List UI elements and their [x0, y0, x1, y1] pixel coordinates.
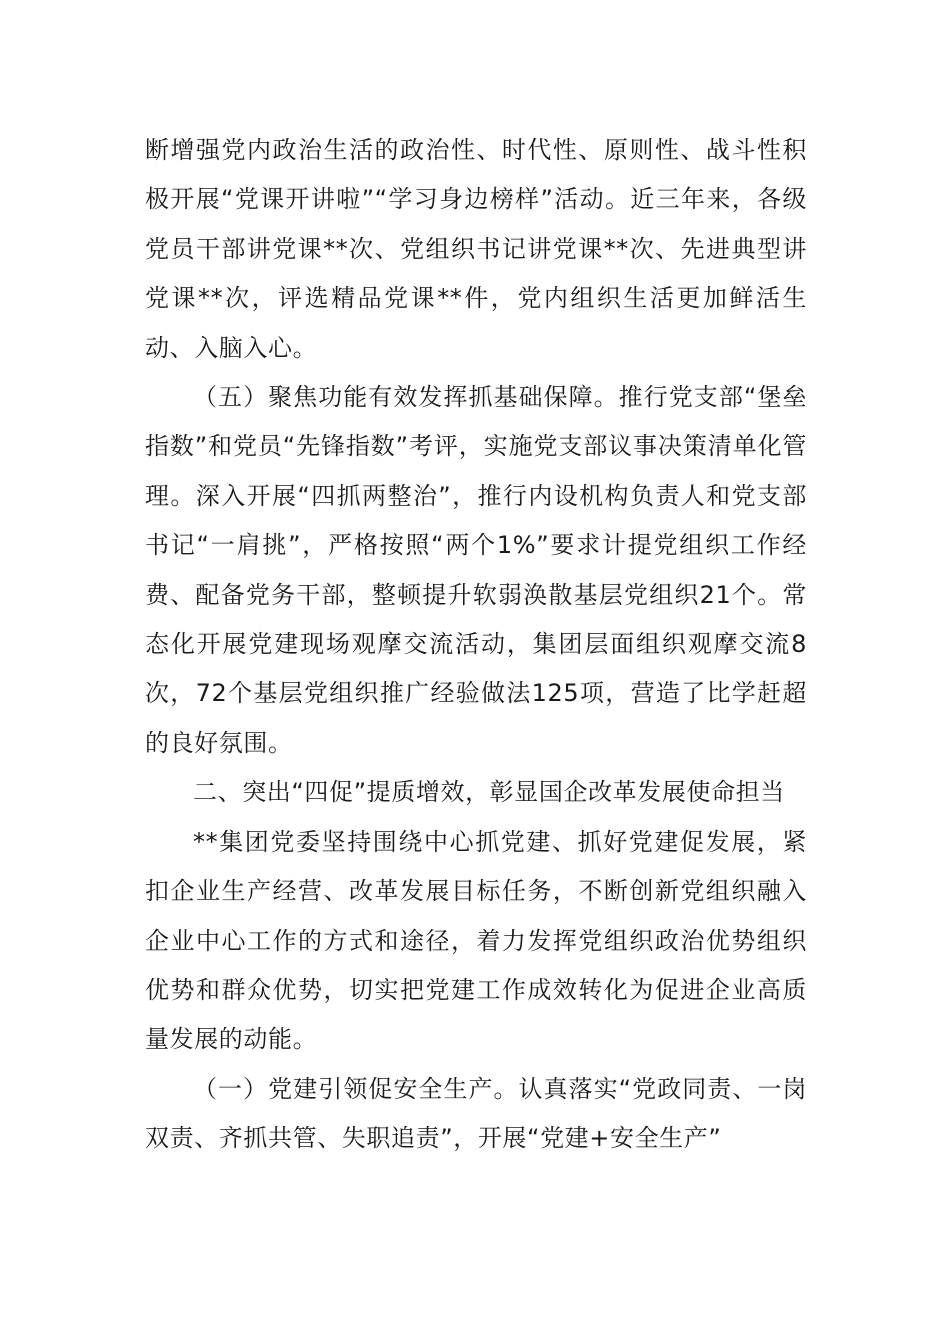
paragraph-group-intro: **集团党委坚持围绕中心抓党建、抓好党建促发展，紧扣企业生产经营、改革发展目标任务，不断创新党组织融入企业中心工作的方式和途径，着力发挥党组织政治优势组织优势和群众优势，切实把党建工作成效转化为促进企业高质量发展的动能。 [145, 827, 807, 1054]
document-body [145, 126, 807, 1164]
paragraph-continuation: 断增强党内政治生活的政治性、时代性、原则性、战斗性积极开展“党课开讲啦”“学习身边榜样”活动。近三年来，各级党员干部讲党课**次、党组织书记讲党课**次、先进典型讲党课**次，评选精品党课**件，党内组织生活更加鲜活生动、入脑入心。 [145, 136, 807, 362]
paragraph-section-five: （五）聚焦功能有效发挥抓基础保障。推行党支部“堡垒指数”和党员“先锋指数”考评，实施党支部议事决策清单化管理。深入开展“四抓两整治”，推行内设机构负责人和党支部书记“一肩挑”，严格按照“两个1%”要求计提党组织工作经费、配备党务干部，整顿提升软弱涣散基层党组织21个。常态化开展党建现场观摩交流活动，集团层面组织观摩交流8次，72个基层党组织推广经验做法125项，营造了比学赶超的良好氛围。 [145, 383, 807, 757]
paragraph-safety-production: （一）党建引领促安全生产。认真落实“党政同责、一岗双责、齐抓共管、失职追责”，开展“党建+安全生产” [145, 1074, 807, 1153]
section-heading-two: 二、突出“四促”提质增效，彰显国企改革发展使命担当 [193, 778, 785, 807]
